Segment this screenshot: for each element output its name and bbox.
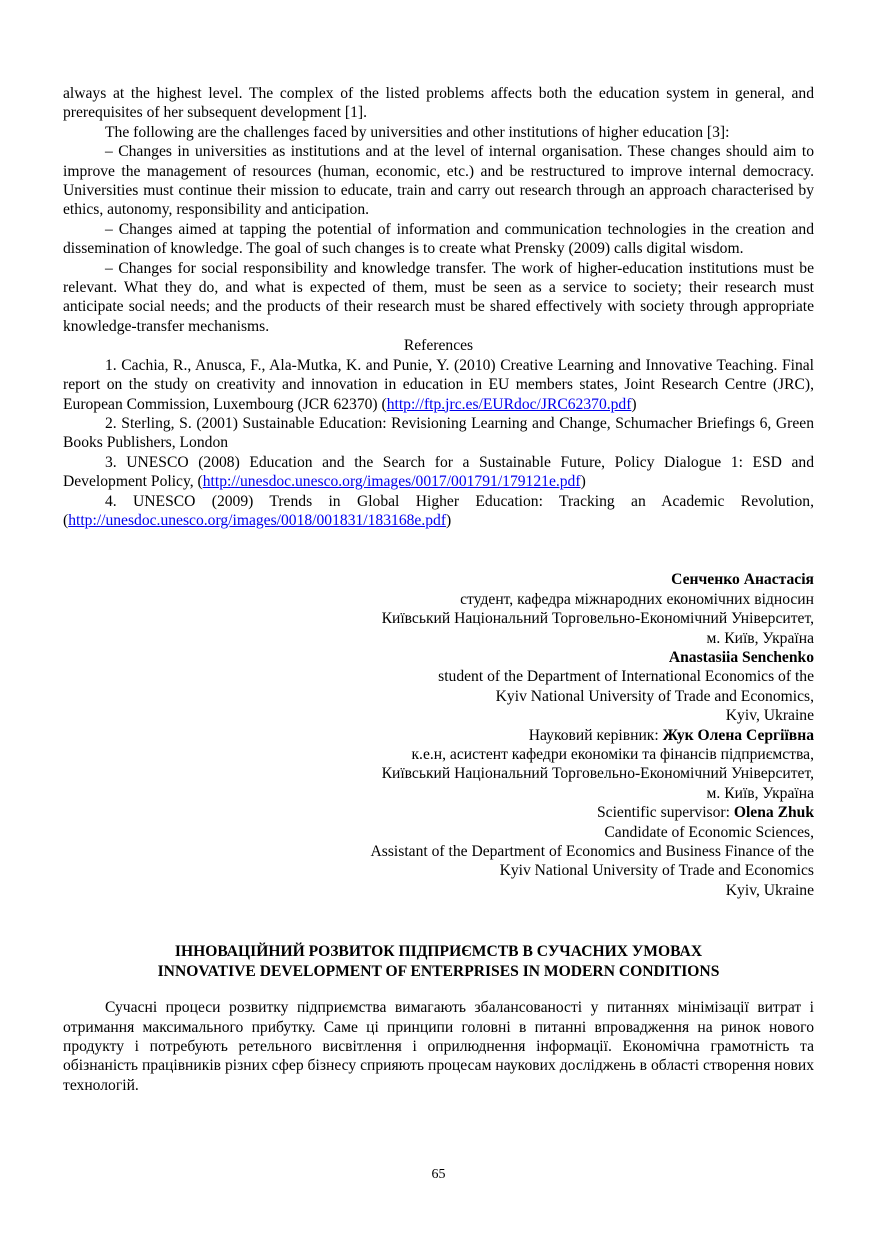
author-university-en: Kyiv National University of Trade and Economics, bbox=[495, 687, 814, 705]
intro-paragraph-2: The following are the challenges faced by universities and other institutions of higher education [3]: bbox=[105, 123, 730, 141]
article-abstract: Сучасні процеси розвитку підприємства вимагають збалансованості у питаннях мінімізації витрат і отримання максимального прибутку. Саме ці принципи головні в питанні впровадження на ринок нового продукту і потребують ретельного висвітлення і оприлюднення інформації. Економічна грамотність та обізнаність працівників різних сфер бізнесу сприяють процесам наукових досліджень в області створення нових технологій. bbox=[63, 999, 814, 1094]
supervisor-name-en: Olena Zhuk bbox=[733, 804, 814, 822]
article-title bbox=[63, 942, 814, 982]
page-content bbox=[63, 84, 814, 1095]
article-title-en: INNOVATIVE DEVELOPMENT OF ENTERPRISES IN MODERN CONDITIONS bbox=[157, 963, 720, 981]
reference-tail: ) bbox=[580, 473, 586, 491]
reference-link[interactable]: http://unesdoc.unesco.org/images/0017/001791/179121e.pdf bbox=[202, 473, 581, 491]
author-university-ua: Київський Національний Торговельно-Економічний Університет, bbox=[381, 610, 814, 628]
challenge-item-1: – Changes in universities as institutions and at the level of internal organisation. These changes should aim to improve the management of resources (human, economic, etc.) and be restructured to improve internal democracy. Universities must continue their mission to educate, train and carry out research through an approach characterised by ethics, autonomy, responsibility and anticipation. bbox=[63, 143, 814, 219]
challenge-item-2: – Changes aimed at tapping the potential of information and communication technologies in the creation and dissemination of knowledge. The goal of such changes is to create what Prensky (2009) calls digital wisdom. bbox=[63, 220, 814, 258]
article-title-ua: ІННОВАЦІЙНИЙ РОЗВИТОК ПІДПРИЄМСТВ В СУЧАСНИХ УМОВАХ bbox=[174, 943, 703, 961]
page-number: 65 bbox=[431, 1167, 446, 1182]
supervisor-label-en: Scientific supervisor: bbox=[596, 804, 734, 822]
reference-text: 4. UNESCO (2009) Trends in Global Higher Education: Tracking an Academic Revolution, ( bbox=[63, 492, 814, 529]
reference-tail: ) bbox=[631, 395, 637, 413]
reference-text: 1. Cachia, R., Anusca, F., Ala-Mutka, K. and Punie, Y. (2010) Creative Learning and Innovative Teaching. Final report on the study on creativity and innovation in education in EU members states, Joint Research Centre (JRC), European Commission, Luxembourg (JCR 62370) ( bbox=[63, 356, 814, 413]
supervisor-university-ua: Київський Національний Торговельно-Економічний Університет, bbox=[381, 765, 814, 783]
reference-item-1 bbox=[63, 356, 814, 414]
author-role-en: student of the Department of International Economics of the bbox=[438, 668, 814, 686]
supervisor-label-ua: Науковий керівник: bbox=[528, 726, 663, 744]
author-city-en: Kyiv, Ukraine bbox=[725, 707, 814, 725]
author-role-ua: студент, кафедра міжнародних економічних відносин bbox=[460, 590, 814, 608]
supervisor-university-en: Kyiv National University of Trade and Economics bbox=[499, 862, 814, 880]
supervisor-city-en: Kyiv, Ukraine bbox=[725, 881, 814, 899]
supervisor-line-en bbox=[63, 803, 814, 822]
challenge-item-3: – Changes for social responsibility and knowledge transfer. The work of higher-education institutions must be relevant. What they do, and what is expected of them, must be seen as a service to society; their research must anticipate social needs; and the products of their research must be shared effectively with society through appropriate knowledge-transfer mechanisms. bbox=[63, 259, 814, 335]
reference-link[interactable]: http://ftp.jrc.es/EURdoc/JRC62370.pdf bbox=[386, 395, 632, 413]
supervisor-degree-en: Candidate of Economic Sciences, bbox=[604, 823, 814, 841]
supervisor-name-ua: Жук Олена Сергіївна bbox=[662, 726, 814, 744]
author-name-ua: Сенченко Анастасія bbox=[671, 571, 814, 589]
supervisor-role-ua: к.е.н, асистент кафедри економіки та фінансів підприємства, bbox=[411, 746, 814, 763]
reference-link[interactable]: http://unesdoc.unesco.org/images/0018/001831/183168e.pdf bbox=[68, 511, 447, 529]
reference-item-2 bbox=[63, 414, 814, 453]
author-city-ua: м. Київ, Україна bbox=[706, 629, 814, 647]
reference-text: 3. UNESCO (2008) Education and the Search for a Sustainable Future, Policy Dialogue 1: ESD and Development Policy, ( bbox=[63, 453, 814, 491]
references-heading: References bbox=[403, 337, 474, 355]
supervisor-city-ua: м. Київ, Україна bbox=[706, 784, 814, 802]
reference-tail: ) bbox=[446, 511, 452, 529]
author-name-en: Anastasiia Senchenko bbox=[668, 648, 814, 666]
supervisor-line-ua bbox=[63, 726, 814, 745]
reference-item-4 bbox=[63, 492, 814, 531]
intro-paragraph-1: always at the highest level. The complex of the listed problems affects both the education system in general, and prerequisites of her subsequent development [1]. bbox=[63, 85, 814, 122]
supervisor-role-en: Assistant of the Department of Economics and Business Finance of the bbox=[370, 843, 814, 861]
author-block bbox=[63, 570, 814, 900]
reference-text: 2. Sterling, S. (2001) Sustainable Education: Revisioning Learning and Change, Schumacher Briefings 6, Green Books Publishers, London bbox=[63, 414, 814, 452]
reference-item-3 bbox=[63, 453, 814, 492]
